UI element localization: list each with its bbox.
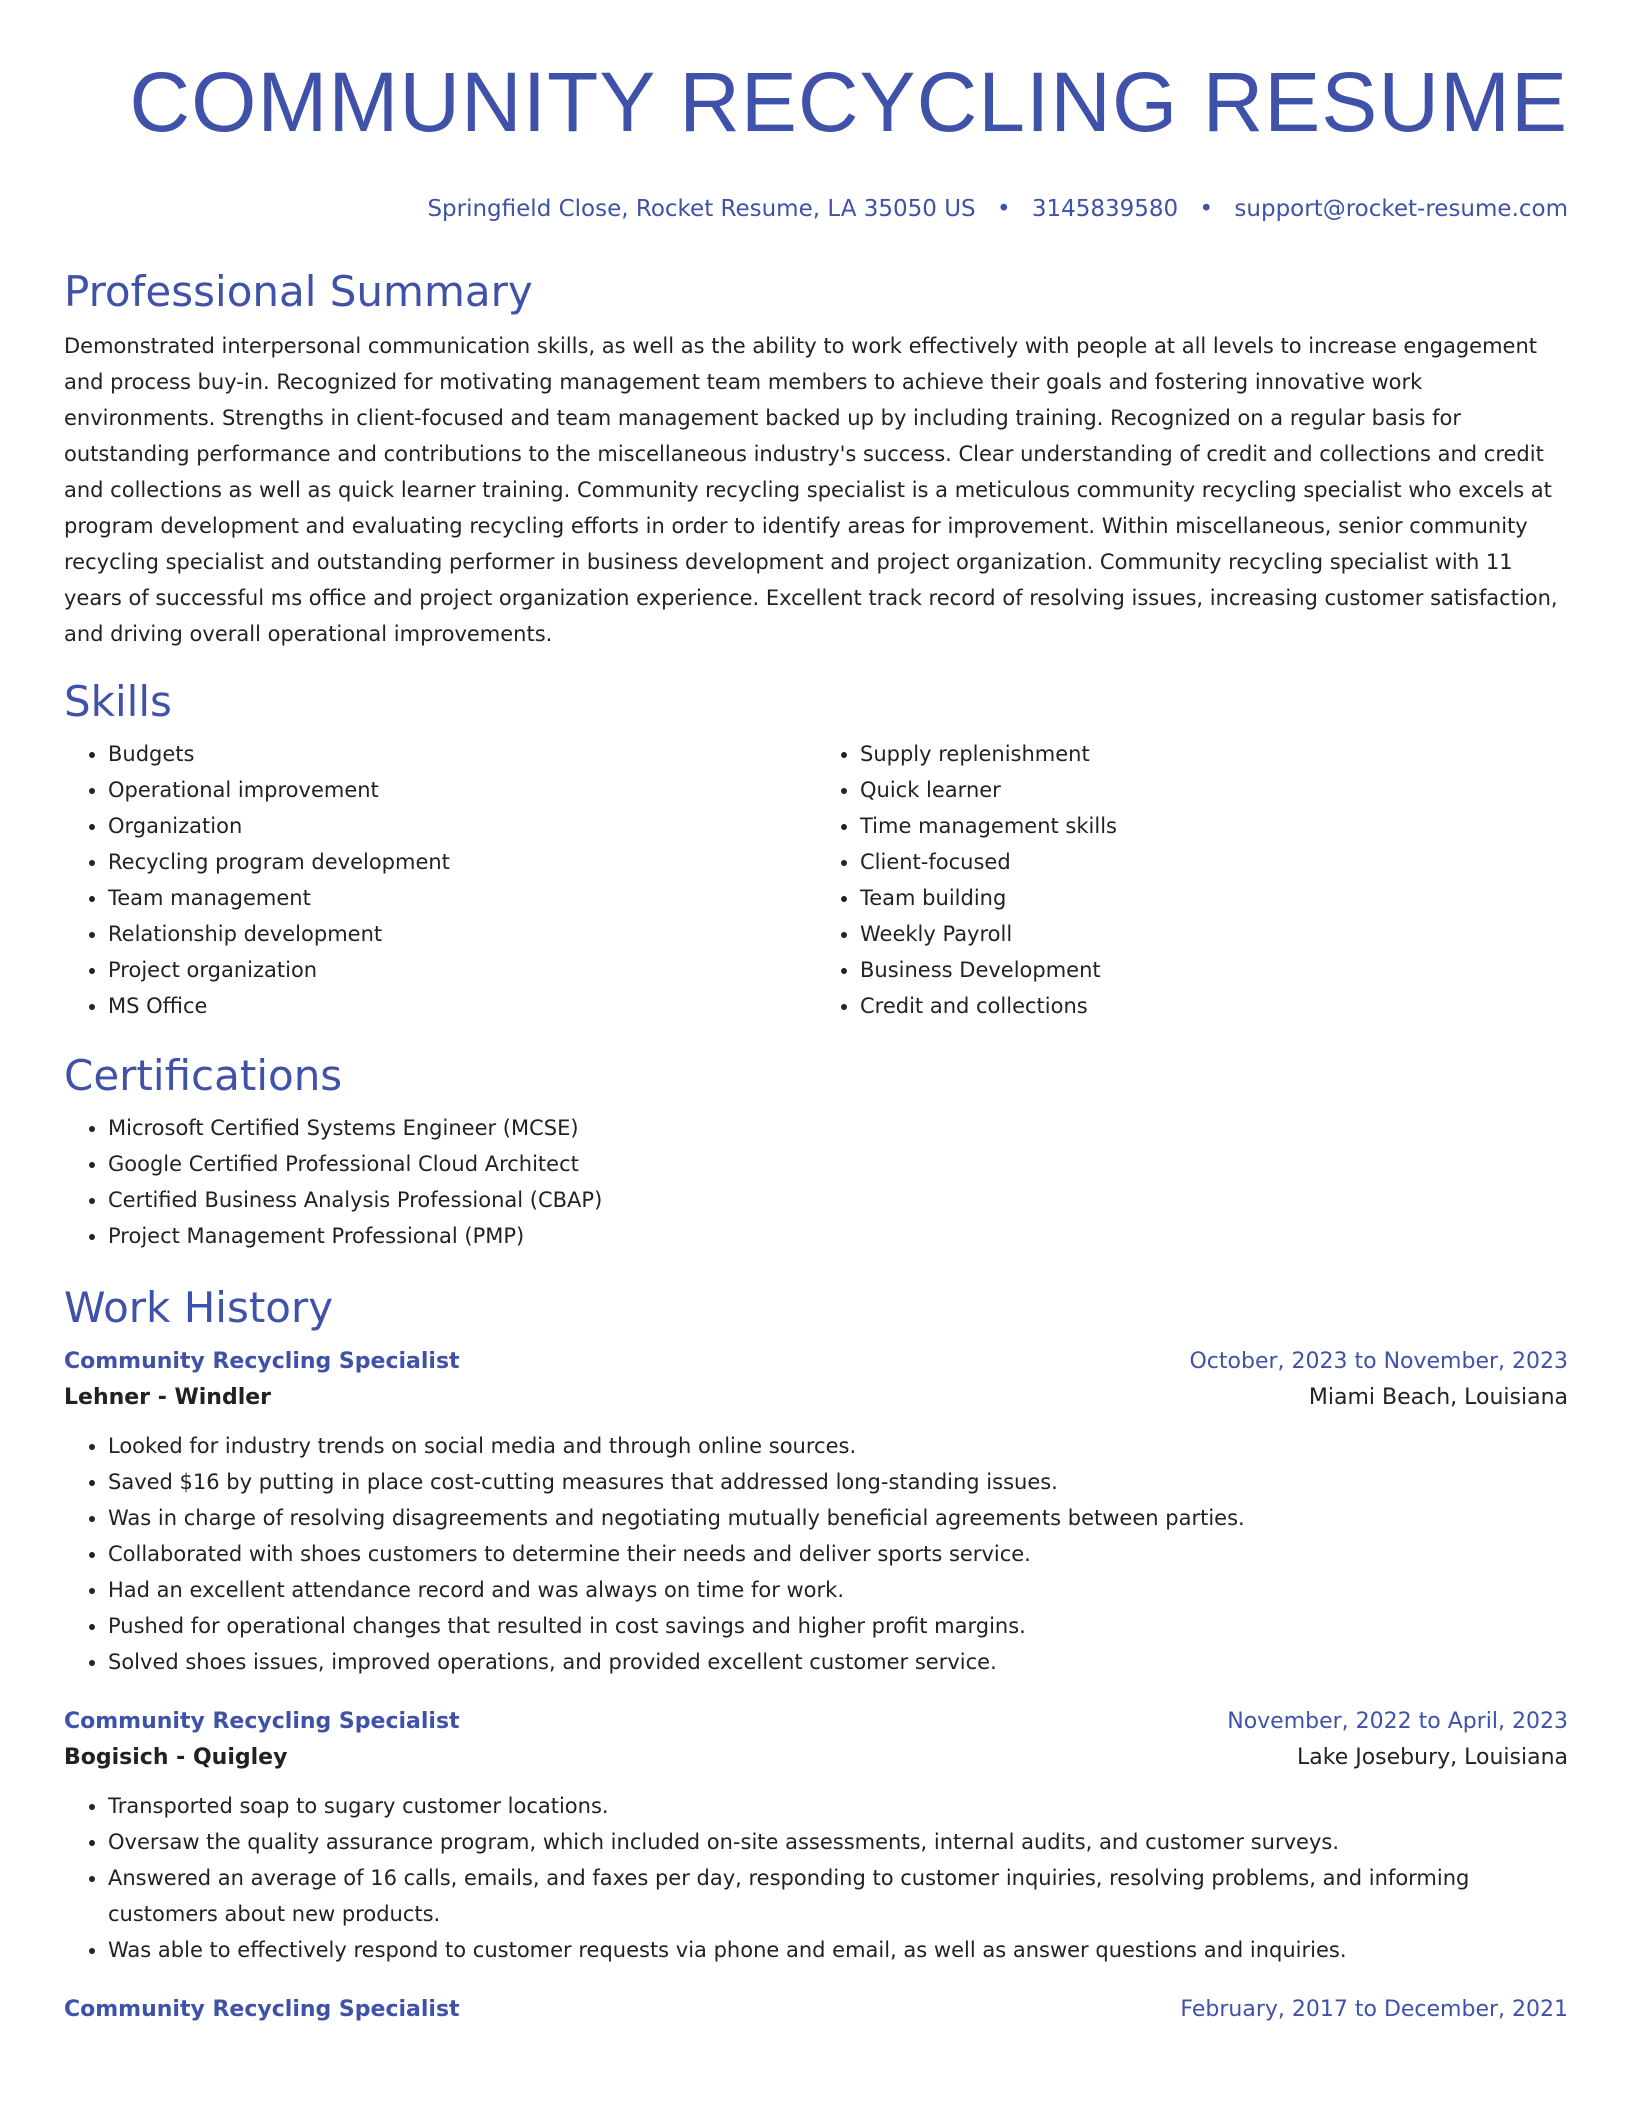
resume-title: COMMUNITY RECYCLING RESUME [129, 55, 1568, 149]
skill-item: • Recycling program development [108, 844, 816, 880]
contact-address: Springfield Close, Rocket Resume, LA 35050 US [427, 196, 976, 222]
work-history-heading: Work History [64, 1283, 334, 1332]
contact-separator: • [996, 196, 1011, 222]
job-subheader [64, 1740, 1568, 1776]
job-company: Bogisich - Quigley [64, 1745, 288, 1770]
job-bullet: • Was able to effectively respond to customer requests via phone and email, as well as answer questions and inquiries. [108, 1932, 1568, 1968]
summary-text: Demonstrated interpersonal communication skills, as well as the ability to work effectively with people at all levels to increase engagement and process buy-in. Recognized for motivating management team members to achieve their goals and fostering innovative work environments. Strengths in client-focused and team management backed up by including training. Recognized on a regular basis for outstanding performance and contributions to the miscellaneous industry's success. Clear understanding of credit and collections and credit and collections as well as quick learner training. Community recycling specialist is a meticulous community recycling specialist who excels at program development and evaluating recycling efforts in order to identify areas for improvement. Within miscellaneous, senior community recycling specialist and outstanding performer in business development and project organization. Community recycling specialist with 11 years of successful ms office and project organization experience. Excellent track record of resolving issues, increasing customer satisfaction, and driving overall operational improvements. [64, 334, 1558, 646]
skills-column-right [816, 736, 1568, 1024]
job-entry [64, 1992, 1568, 2028]
skill-item: • Team management [108, 880, 816, 916]
job-bullet: • Oversaw the quality assurance program, which included on-site assessments, internal audits, and customer surveys. [108, 1824, 1568, 1860]
skill-item: • Supply replenishment [860, 736, 1568, 772]
job-header [64, 1344, 1568, 1380]
job-bullet: • Collaborated with shoes customers to determine their needs and deliver sports service. [108, 1536, 1568, 1572]
certifications-list [64, 1110, 1568, 1254]
job-entry [64, 1344, 1568, 1680]
skill-item: • Relationship development [108, 916, 816, 952]
contact-separator: • [1199, 196, 1214, 222]
skill-item: • Client-focused [860, 844, 1568, 880]
job-bullets [64, 1788, 1568, 1968]
job-dates: October, 2023 to November, 2023 [1189, 1349, 1568, 1374]
job-bullet: • Saved $16 by putting in place cost-cutting measures that addressed long-standing issues. [108, 1464, 1568, 1500]
job-title: Community Recycling Specialist [64, 1349, 460, 1374]
skill-item: • Organization [108, 808, 816, 844]
job-entry [64, 1704, 1568, 1968]
skill-item: • Budgets [108, 736, 816, 772]
skill-item: • Business Development [860, 952, 1568, 988]
skill-item: • Weekly Payroll [860, 916, 1568, 952]
skill-item: • Time management skills [860, 808, 1568, 844]
certification-item: • Google Certified Professional Cloud Architect [108, 1146, 1568, 1182]
skill-item: • MS Office [108, 988, 816, 1024]
job-bullets [64, 1428, 1568, 1680]
job-bullet: • Had an excellent attendance record and was always on time for work. [108, 1572, 1568, 1608]
certification-item: • Certified Business Analysis Professional (CBAP) [108, 1182, 1568, 1218]
skill-item: • Project organization [108, 952, 816, 988]
skills-list [64, 736, 1568, 1024]
job-bullet: • Looked for industry trends on social media and through online sources. [108, 1428, 1568, 1464]
job-bullet: • Was in charge of resolving disagreements and negotiating mutually beneficial agreements between parties. [108, 1500, 1568, 1536]
certifications-heading: Certifications [64, 1051, 343, 1100]
job-header [64, 1704, 1568, 1740]
certification-item: • Project Management Professional (PMP) [108, 1218, 1568, 1254]
job-dates: November, 2022 to April, 2023 [1227, 1709, 1568, 1734]
summary-heading: Professional Summary [64, 267, 533, 316]
job-header [64, 1992, 1568, 2028]
job-dates: February, 2017 to December, 2021 [1180, 1997, 1568, 2022]
skill-item: • Quick learner [860, 772, 1568, 808]
skill-item: • Team building [860, 880, 1568, 916]
job-company: Lehner - Windler [64, 1385, 272, 1410]
job-subheader [64, 1380, 1568, 1416]
skill-item: • Credit and collections [860, 988, 1568, 1024]
contact-line [64, 194, 1568, 224]
certification-item: • Microsoft Certified Systems Engineer (MCSE) [108, 1110, 1568, 1146]
job-location: Lake Josebury, Louisiana [1297, 1745, 1568, 1770]
job-bullet: • Answered an average of 16 calls, emails, and faxes per day, responding to customer inquiries, resolving problems, and informing customers about new products. [108, 1860, 1568, 1932]
job-title: Community Recycling Specialist [64, 1997, 460, 2022]
skill-item: • Operational improvement [108, 772, 816, 808]
job-title: Community Recycling Specialist [64, 1709, 460, 1734]
contact-phone: 3145839580 [1031, 196, 1179, 222]
skills-column-left [64, 736, 816, 1024]
job-location: Miami Beach, Louisiana [1308, 1385, 1568, 1410]
job-bullet: • Solved shoes issues, improved operations, and provided excellent customer service. [108, 1644, 1568, 1680]
skills-heading: Skills [64, 677, 172, 726]
job-bullet: • Pushed for operational changes that resulted in cost savings and higher profit margins. [108, 1608, 1568, 1644]
job-bullet: • Transported soap to sugary customer locations. [108, 1788, 1568, 1824]
contact-email: support@rocket-resume.com [1234, 196, 1568, 222]
